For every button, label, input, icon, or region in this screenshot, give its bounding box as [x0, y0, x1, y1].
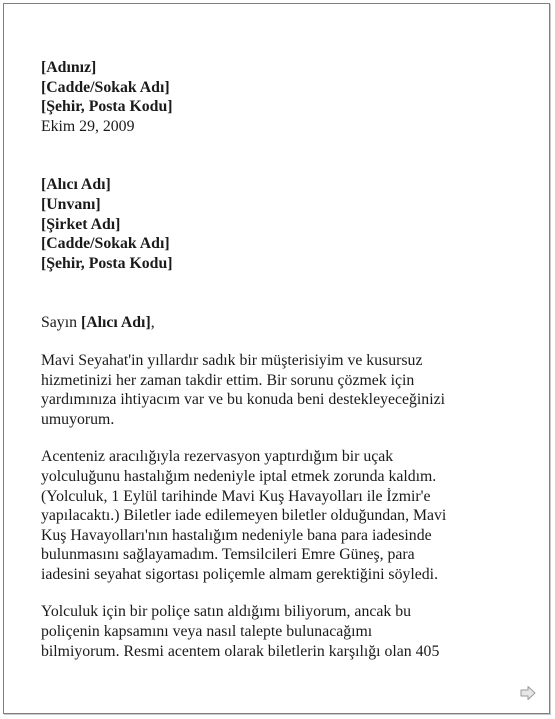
paragraph-line: (Yolculuk, 1 Eylül tarihinde Mavi Kuş Havayolları ile İzmir'e — [41, 487, 431, 505]
sender-address — [41, 58, 531, 136]
paragraph-line: Kuş Havayolları'nın hastalığım nedeniyle bana para iadesinde — [41, 526, 432, 544]
paragraph-line: poliçenin kapsamını veya nasıl talepte bulunacağımı — [41, 623, 373, 641]
letter-body — [41, 58, 531, 679]
salutation-prefix: Sayın — [41, 314, 81, 332]
sender-city[interactable]: [Şehir, Posta Kodu] — [41, 98, 173, 116]
document-page — [3, 3, 550, 714]
paragraph-line: yapılacaktı.) Biletler iade edilemeyen biletler olduğundan, Mavi — [41, 507, 447, 525]
salutation — [41, 313, 531, 333]
recipient-street[interactable]: [Cadde/Sokak Adı] — [41, 235, 170, 253]
spacer — [41, 273, 531, 313]
body-paragraph-1 — [41, 351, 531, 429]
recipient-title[interactable]: [Unvanı] — [41, 195, 101, 213]
recipient-name[interactable]: [Alıcı Adı] — [41, 176, 111, 194]
paragraph-line: yardımınıza ihtiyacım var ve bu konuda beni destekleyeceğinizi — [41, 391, 445, 409]
recipient-company[interactable]: [Şirket Adı] — [41, 215, 121, 233]
paragraph-line: Mavi Seyahat'in yıllardır sadık bir müşterisiyim ve kusursuz — [41, 351, 423, 369]
spacer — [41, 136, 531, 175]
paragraph-line: umuyorum. — [41, 410, 115, 428]
sender-name[interactable]: [Adınız] — [41, 59, 97, 76]
paragraph-line: yolculuğunu hastalığım nedeniyle iptal etmek zorunda kaldım. — [41, 467, 437, 485]
paragraph-line: Yolculuk için bir poliçe satın aldığımı biliyorum, ancak bu — [41, 603, 412, 621]
paragraph-line: bilmiyorum. Resmi acentem olarak biletlerin karşılığı olan 405 — [41, 642, 440, 660]
sender-street[interactable]: [Cadde/Sokak Adı] — [41, 78, 170, 96]
paragraph-line: Acenteniz aracılığıyla rezervasyon yaptırdığım bir uçak — [41, 448, 394, 466]
paragraph-line: hizmetinizi her zaman takdir ettim. Bir sorunu çözmek için — [41, 371, 415, 389]
recipient-address — [41, 175, 531, 273]
paragraph-line: iadesini seyahat sigortası poliçemle almam gerektiğini söyledi. — [41, 565, 439, 583]
paragraph-line: bulunmasını sağlayamadım. Temsilcileri Emre Güneş, para — [41, 546, 415, 564]
salutation-suffix: , — [150, 314, 155, 332]
body-paragraph-3 — [41, 602, 531, 661]
recipient-city[interactable]: [Şehir, Posta Kodu] — [41, 254, 173, 272]
body-paragraph-2 — [41, 447, 531, 584]
letter-date[interactable]: Ekim 29, 2009 — [41, 117, 135, 135]
arrow-right-icon[interactable] — [519, 684, 537, 702]
salutation-recipient-name[interactable]: [Alıcı Adı] — [80, 314, 151, 332]
